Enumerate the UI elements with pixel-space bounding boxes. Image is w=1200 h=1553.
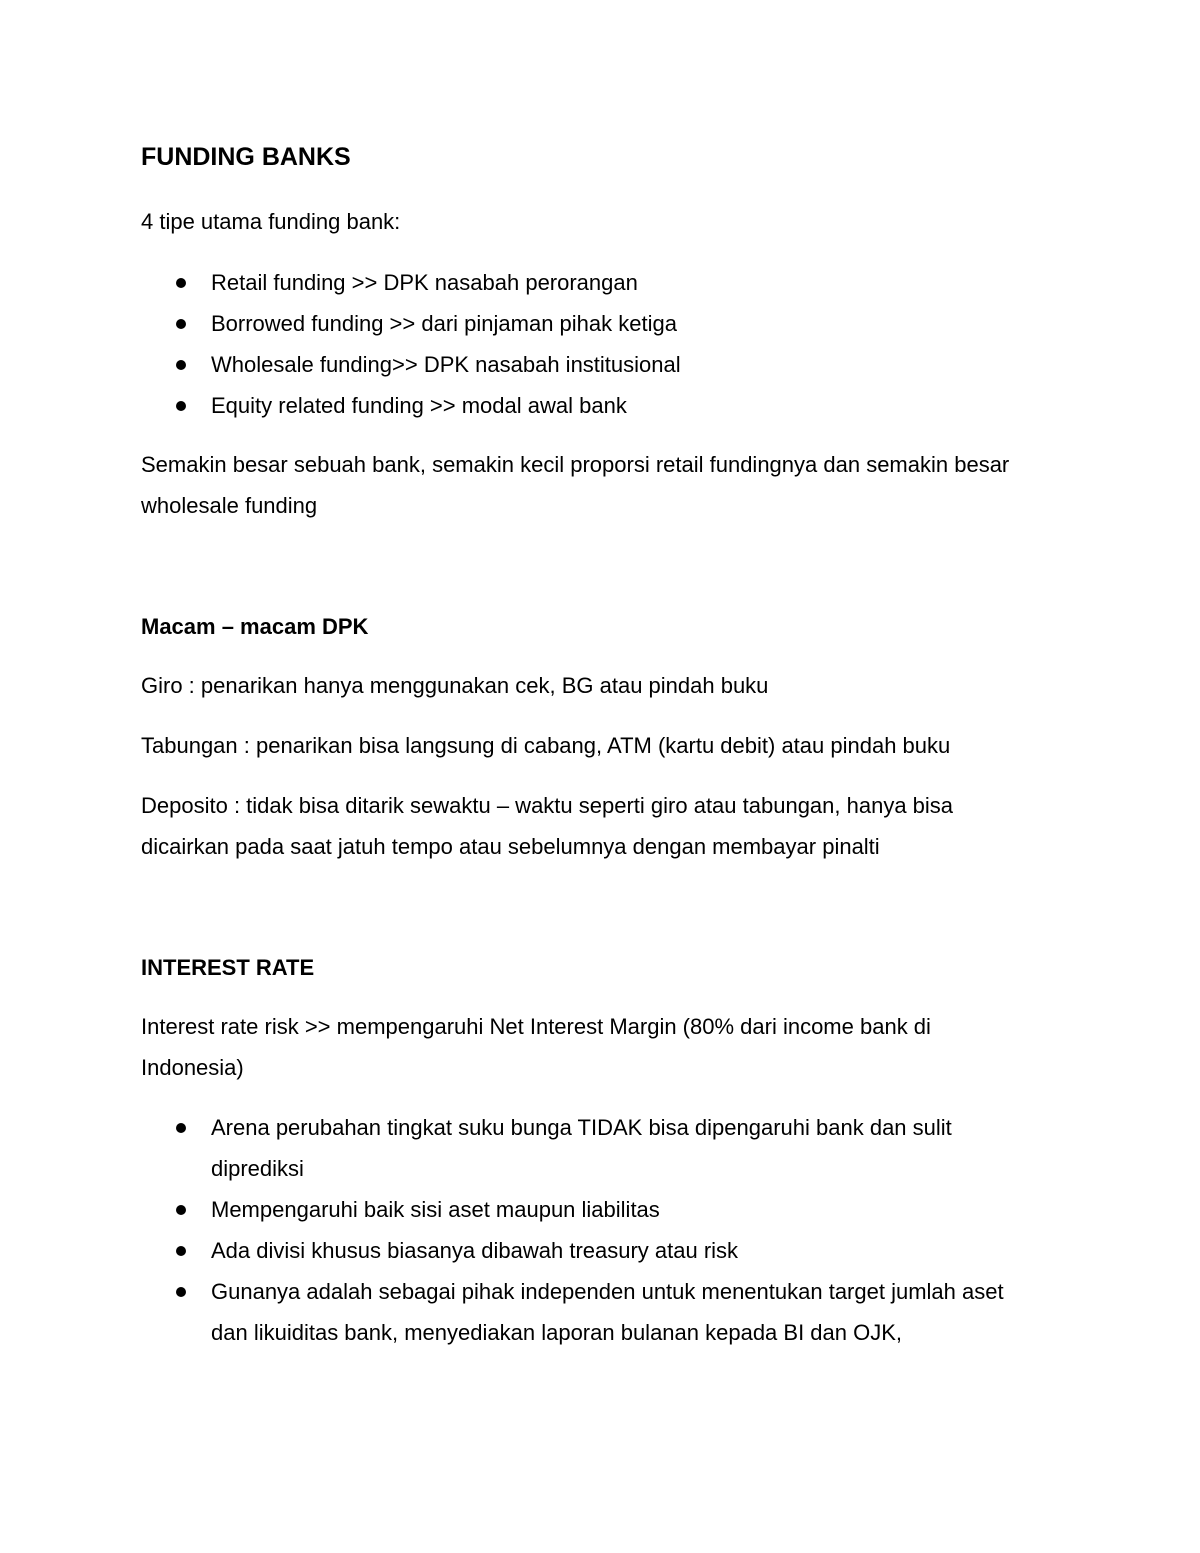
list-item: Ada divisi khusus biasanya dibawah treasury atau risk (141, 1230, 1021, 1271)
bullet-icon (176, 1246, 186, 1256)
bullet-icon (176, 319, 186, 329)
list-item: Arena perubahan tingkat suku bunga TIDAK bisa dipengaruhi bank dan sulit diprediksi (141, 1107, 1021, 1189)
list-item: Wholesale funding>> DPK nasabah institusional (141, 344, 1021, 385)
bullet-icon (176, 1287, 186, 1297)
bullet-icon (176, 360, 186, 370)
interest-intro: Interest rate risk >> mempengaruhi Net Interest Margin (80% dari income bank di Indonesia) (141, 1014, 931, 1080)
funding-intro: 4 tipe utama funding bank: (141, 209, 401, 234)
funding-summary: Semakin besar sebuah bank, semakin kecil proporsi retail fundingnya dan semakin besar wholesale funding (141, 452, 1010, 518)
bullet-icon (176, 1123, 186, 1133)
list-item: Borrowed funding >> dari pinjaman pihak ketiga (141, 303, 1021, 344)
bullet-icon (176, 278, 186, 288)
document-title: FUNDING BANKS (141, 143, 351, 171)
interest-rate-heading: INTEREST RATE (141, 955, 315, 980)
list-item: Mempengaruhi baik sisi aset maupun liabilitas (141, 1189, 1021, 1230)
tabungan-paragraph: Tabungan : penarikan bisa langsung di cabang, ATM (kartu debit) atau pindah buku (141, 733, 951, 758)
list-item: Equity related funding >> modal awal bank (141, 385, 1021, 426)
funding-types-list (141, 262, 1021, 426)
dpk-heading: Macam – macam DPK (141, 614, 369, 639)
deposito-paragraph: Deposito : tidak bisa ditarik sewaktu – waktu seperti giro atau tabungan, hanya bisa dicairkan pada saat jatuh tempo atau sebelumnya dengan membayar pinalti (141, 793, 954, 859)
list-item: Retail funding >> DPK nasabah perorangan (141, 262, 1021, 303)
bullet-icon (176, 1205, 186, 1215)
giro-paragraph: Giro : penarikan hanya menggunakan cek, BG atau pindah buku (141, 673, 769, 698)
interest-points-list (141, 1107, 1021, 1353)
list-item: Gunanya adalah sebagai pihak independen untuk menentukan target jumlah aset dan likuiditas bank, menyediakan laporan bulanan kepada BI dan OJK, (141, 1271, 1021, 1353)
bullet-icon (176, 401, 186, 411)
